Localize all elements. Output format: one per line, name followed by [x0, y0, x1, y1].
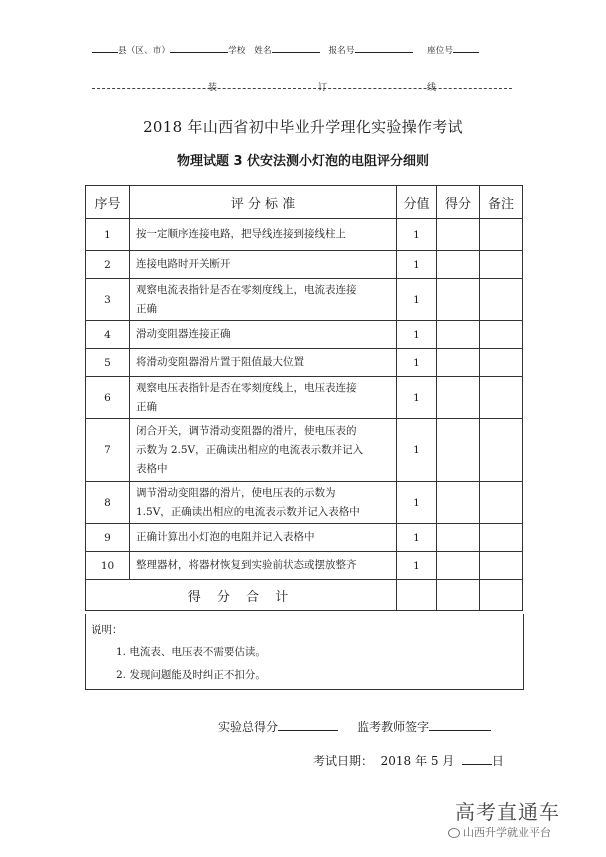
remark-cell[interactable]: [480, 377, 523, 419]
criteria-line: 滑动变阻器连接正确: [136, 328, 231, 340]
remark-cell[interactable]: [480, 552, 523, 580]
row-number: 3: [86, 279, 130, 321]
total-value-cell: [397, 580, 437, 611]
teacher-sign-blank[interactable]: [429, 718, 491, 731]
total-score-blank[interactable]: [278, 718, 338, 731]
criteria-line: 整理器材，将器材恢复到实验前状态或摆放整齐: [136, 559, 357, 571]
row-number: 8: [86, 482, 130, 524]
point-value: 1: [397, 482, 437, 524]
total-score-label: 实验总得分: [218, 720, 279, 734]
name-blank[interactable]: [272, 43, 320, 53]
date-label: 考试日期：: [313, 754, 374, 768]
table-row: [86, 524, 523, 552]
criteria-line: 观察电压表指针是否在零刻度线上，电压表连接: [136, 381, 357, 394]
binding-xian: 线: [427, 83, 437, 93]
table-header-row: [86, 186, 523, 219]
criteria-cell: [130, 321, 397, 349]
table-row: [86, 552, 523, 580]
candidate-info-line: [92, 43, 512, 56]
header-value: 分值: [397, 186, 437, 219]
school-label: 学校: [228, 46, 246, 56]
point-value: 1: [397, 524, 437, 552]
row-number: 5: [86, 349, 130, 377]
criteria-cell: [130, 377, 397, 419]
criteria-line: 正确: [136, 400, 157, 413]
score-cell[interactable]: [437, 482, 480, 524]
remark-cell[interactable]: [480, 419, 523, 482]
row-number: 4: [86, 321, 130, 349]
header-remark: 备注: [480, 186, 523, 219]
criteria-line: 调节滑动变阻器的滑片，使电压表的示数为: [136, 486, 336, 499]
row-number: 7: [86, 419, 130, 482]
score-cell[interactable]: [437, 552, 480, 580]
criteria-cell: [130, 419, 397, 482]
name-label: 姓名: [254, 46, 272, 56]
scoring-table: [85, 185, 523, 611]
criteria-cell: [130, 349, 397, 377]
total-row: [86, 580, 523, 611]
county-blank[interactable]: [92, 43, 118, 53]
binding-dashed-line: [92, 88, 512, 89]
point-value: 1: [397, 219, 437, 251]
exam-no-blank[interactable]: [355, 43, 413, 53]
criteria-line: 正确: [136, 302, 157, 315]
scoring-subtitle: 物理试题 3 伏安法测小灯泡的电阻评分细则: [176, 154, 430, 169]
note-item: 1. 电流表、电压表不需要估读。: [116, 646, 266, 658]
header-score: 得分: [437, 186, 480, 219]
criteria-line: 连接电路时开关断开: [136, 258, 231, 270]
criteria-cell: [130, 524, 397, 552]
remark-cell[interactable]: [480, 279, 523, 321]
score-cell[interactable]: [437, 349, 480, 377]
score-cell[interactable]: [437, 524, 480, 552]
table-row: [86, 251, 523, 279]
remark-cell[interactable]: [480, 524, 523, 552]
criteria-cell: [130, 552, 397, 580]
school-blank[interactable]: [170, 43, 228, 53]
criteria-line: 示数为 2.5V，正确读出相应的电流表示数并记入: [136, 443, 364, 456]
criteria-cell: [130, 251, 397, 279]
point-value: 1: [397, 349, 437, 377]
header-no: 序号: [86, 186, 130, 219]
binding-zhuang: 装: [208, 83, 218, 93]
row-number: 1: [86, 219, 130, 251]
row-number: 10: [86, 552, 130, 580]
table-row: [86, 377, 523, 419]
score-cell[interactable]: [437, 419, 480, 482]
date-year-month: 2018 年 5 月: [380, 754, 455, 768]
total-label: 得 分 合 计: [86, 580, 397, 611]
notes-label: 说明：: [91, 624, 123, 636]
table-row: [86, 219, 523, 251]
remark-cell[interactable]: [480, 349, 523, 377]
signature-line: [218, 718, 491, 735]
date-line: [313, 752, 504, 769]
watermark-source: 山西升学就业平台: [463, 826, 551, 839]
score-cell[interactable]: [437, 321, 480, 349]
notes-box: [85, 614, 524, 690]
day-blank[interactable]: [462, 752, 492, 765]
point-value: 1: [397, 321, 437, 349]
criteria-cell: [130, 219, 397, 251]
criteria-line: 按一定顺序连接电路，把导线连接到接线柱上: [136, 228, 346, 240]
total-remark-cell[interactable]: [480, 580, 523, 611]
remark-cell[interactable]: [480, 251, 523, 279]
criteria-line: 表格中: [136, 462, 168, 475]
remark-cell[interactable]: [480, 321, 523, 349]
exam-title: 2018 年山西省初中毕业升学理化实验操作考试: [143, 118, 463, 136]
score-cell[interactable]: [437, 251, 480, 279]
score-cell[interactable]: [437, 219, 480, 251]
criteria-line: 闭合开关，调节滑动变阻器的滑片，使电压表的: [136, 424, 357, 437]
point-value: 1: [397, 419, 437, 482]
criteria-cell: [130, 279, 397, 321]
row-number: 9: [86, 524, 130, 552]
table-row: [86, 482, 523, 524]
score-cell[interactable]: [437, 279, 480, 321]
wechat-icon: [448, 828, 460, 838]
date-day: 日: [491, 754, 504, 768]
row-number: 6: [86, 377, 130, 419]
note-item: 2. 发现问题能及时纠正不扣分。: [116, 669, 266, 681]
score-cell[interactable]: [437, 377, 480, 419]
watermark-brand: 高考直通车: [455, 800, 560, 824]
criteria-line: 将滑动变阻器滑片置于阻值最大位置: [136, 356, 304, 368]
binding-ding: 订: [318, 83, 328, 93]
header-criteria: 评 分 标 准: [130, 186, 397, 219]
watermark-source-line: [448, 824, 551, 840]
criteria-cell: [130, 482, 397, 524]
exam-no-label: 报名号: [328, 46, 355, 56]
table-row: [86, 279, 523, 321]
remark-cell[interactable]: [480, 482, 523, 524]
seat-no-label: 座位号: [427, 46, 454, 56]
table-row: [86, 321, 523, 349]
criteria-line: 1.5V，正确读出相应的电流表示数并记入表格中: [136, 505, 360, 518]
point-value: 1: [397, 279, 437, 321]
county-label: 县（区、市）: [118, 46, 171, 56]
point-value: 1: [397, 552, 437, 580]
teacher-sign-label: 监考教师签字: [357, 720, 430, 734]
remark-cell[interactable]: [480, 219, 523, 251]
total-score-cell[interactable]: [437, 580, 480, 611]
row-number: 2: [86, 251, 130, 279]
seat-no-blank[interactable]: [453, 43, 479, 53]
point-value: 1: [397, 251, 437, 279]
table-row: [86, 349, 523, 377]
table-row: [86, 419, 523, 482]
criteria-line: 正确计算出小灯泡的电阻并记入表格中: [136, 531, 315, 543]
point-value: 1: [397, 377, 437, 419]
criteria-line: 观察电流表指针是否在零刻度线上，电流表连接: [136, 283, 357, 296]
